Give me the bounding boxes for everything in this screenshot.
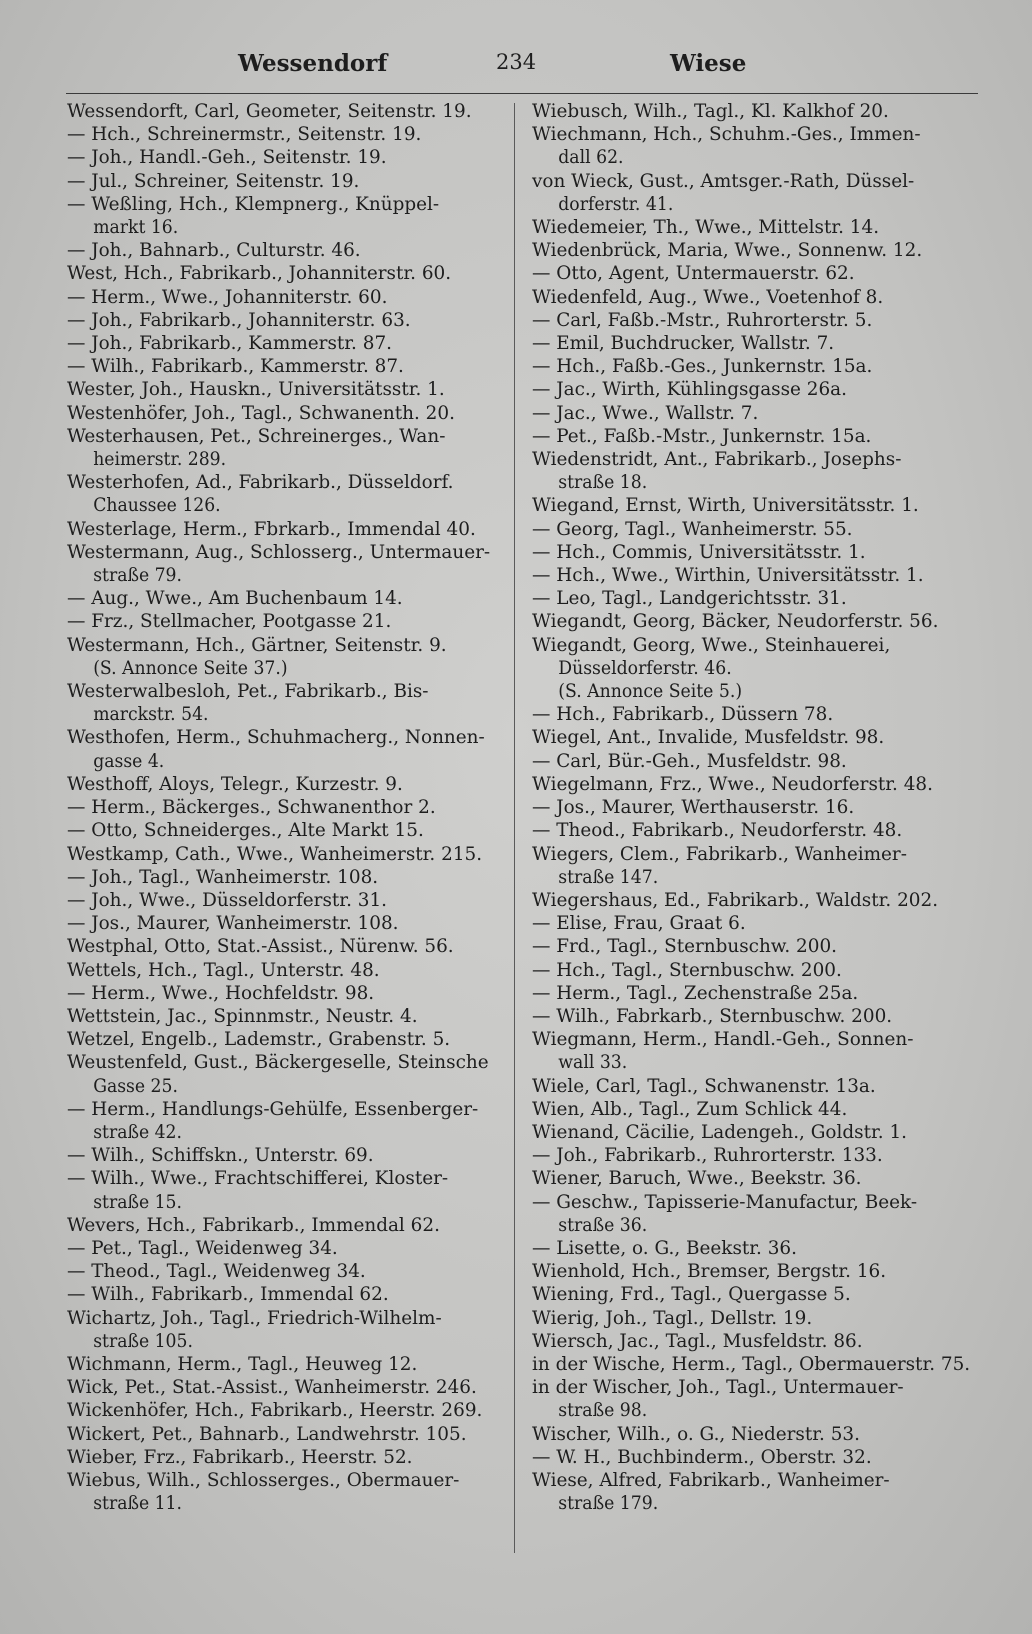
directory-entry [67,1167,504,1213]
entry-line: Westhoff, Aloys, Telegr., Kurzestr. 9. [67,773,403,795]
entry-continuation: markt 16. [93,217,179,239]
entry-line: Wiedenstridt, Ant., Fabrikarb., Josephs- [532,449,902,471]
entry-line: Wessendorft, Carl, Geometer, Seitenstr. 19. [67,101,472,122]
directory-entry [532,1469,982,1515]
entry-line: — Hch., Commis, Universitätsstr. 1. [532,541,866,563]
entry-line: — Georg, Tagl., Wanheimerstr. 55. [532,518,853,540]
directory-entry [532,1144,982,1167]
directory-entry [532,1376,982,1422]
directory-entry [67,843,504,866]
entry-line: — Wilh., Wwe., Frachtschifferei, Kloster- [67,1168,449,1190]
directory-entry [67,959,504,982]
directory-entry [532,1283,982,1306]
directory-entry [532,239,982,262]
entry-line: Wiechmann, Hch., Schuhm.-Ges., Immen- [532,124,921,146]
directory-entry [67,541,504,587]
entry-line: Westkamp, Cath., Wwe., Wanheimerstr. 215. [67,843,483,865]
directory-entry [532,1353,982,1376]
directory-entry [67,425,504,471]
directory-entry [532,1423,982,1446]
entry-line: Wiening, Frd., Tagl., Quergasse 5. [532,1284,851,1306]
entry-line: Wiegmann, Herm., Handl.-Geh., Sonnen- [532,1029,914,1051]
directory-entry [532,750,982,773]
entry-line: — Herm., Wwe., Hochfeldstr. 98. [67,982,375,1004]
entry-continuation: marckstr. 54. [93,704,209,726]
entry-continuation: straße 15. [93,1191,182,1213]
entry-line: — Geschw., Tapisserie-Manufactur, Beek- [532,1191,918,1213]
entry-continuation: straße 18. [558,472,648,494]
directory-entry [532,1167,982,1190]
entry-continuation: straße 36. [558,1214,648,1236]
header-rule [66,93,978,94]
entry-line: Wieber, Frz., Fabrikarb., Heerstr. 52. [67,1446,413,1468]
directory-entry [67,123,504,146]
directory-entry [532,1121,982,1144]
directory-entry [532,216,982,239]
directory-entry [67,193,504,239]
directory-entry [67,309,504,332]
entry-continuation: straße 105. [93,1330,193,1352]
entry-continuation: heimerstr. 289. [93,449,227,471]
entry-line: Wiegel, Ant., Invalide, Musfeldstr. 98. [532,727,885,749]
directory-entry [67,1260,504,1283]
entry-line: Wierig, Joh., Tagl., Dellstr. 19. [532,1307,813,1329]
entry-line: Westermann, Aug., Schlosserg., Untermauer- [67,541,491,563]
header-first-entry: Wessendorf [238,50,388,77]
entry-line: Wiener, Baruch, Wwe., Beekstr. 36. [532,1168,862,1190]
entry-line: — Hch., Faßb.-Ges., Junkernstr. 15a. [532,356,873,378]
directory-entry [532,1028,982,1074]
directory-entry [532,541,982,564]
entry-line: — Otto, Schneiderges., Alte Markt 15. [67,820,424,842]
directory-entry [532,912,982,935]
entry-line: Wiedenfeld, Aug., Wwe., Voetenhof 8. [532,286,884,308]
entry-line: Wevers, Hch., Fabrikarb., Immendal 62. [67,1214,440,1236]
entry-line: Wiegand, Ernst, Wirth, Universitätsstr. 1. [532,495,919,517]
entry-line: — Hch., Wwe., Wirthin, Universitätsstr. 1. [532,565,924,587]
directory-entry [532,332,982,355]
entry-continuation: gasse 4. [93,750,165,772]
directory-entry [67,912,504,935]
entry-line: — Leo, Tagl., Landgerichtsstr. 31. [532,588,847,610]
directory-entry [67,262,504,285]
entry-line: — Jos., Maurer, Wanheimerstr. 108. [67,913,399,935]
entry-line: Wiegershaus, Ed., Fabrikarb., Waldstr. 202. [532,889,939,911]
entry-line: — Pet., Tagl., Weidenweg 34. [67,1237,338,1259]
directory-entry [532,402,982,425]
entry-line: Wettels, Hch., Tagl., Unterstr. 48. [67,959,380,981]
directory-entry [532,1075,982,1098]
directory-entry [532,1191,982,1237]
entry-line: Wester, Joh., Hauskn., Universitätsstr. 1. [67,379,445,401]
directory-entry [67,889,504,912]
directory-entry [532,170,982,216]
entry-line: Wiedemeier, Th., Wwe., Mittelstr. 14. [532,217,880,239]
entry-continuation: Gasse 25. [93,1075,178,1097]
entry-line: Wetzel, Engelb., Lademstr., Grabenstr. 5. [67,1029,451,1051]
directory-entry [67,1051,504,1097]
entry-line: Westphal, Otto, Stat.-Assist., Nürenw. 56. [67,936,454,958]
directory-entry [67,796,504,819]
entry-line: — Joh., Wwe., Düsseldorferstr. 31. [67,889,388,911]
entry-line: — Joh., Fabrikarb., Kammerstr. 87. [67,333,392,355]
entry-line: — Frz., Stellmacher, Pootgasse 21. [67,611,392,633]
entry-line: — Theod., Fabrikarb., Neudorferstr. 48. [532,820,903,842]
directory-entry [532,703,982,726]
directory-entry [67,726,504,772]
entry-line: — Joh., Fabrikarb., Ruhrorterstr. 133. [532,1145,883,1167]
entry-line: Wischer, Wilh., o. G., Niederstr. 53. [532,1423,860,1445]
directory-entry [532,726,982,749]
directory-entry [67,982,504,1005]
entry-line: West, Hch., Fabrikarb., Johanniterstr. 60. [67,263,452,285]
directory-entry [532,262,982,285]
directory-entry [532,1098,982,1121]
directory-entry [532,494,982,517]
directory-entry [532,518,982,541]
directory-entry [67,1307,504,1353]
directory-entry [67,239,504,262]
entry-line: Westhofen, Herm., Schuhmacherg., Nonnen- [67,727,485,749]
directory-entry [532,1307,982,1330]
directory-entry [67,146,504,169]
directory-entry [67,610,504,633]
left-column [67,100,504,1515]
entry-continuation: dall 62. [558,147,624,169]
directory-entry [67,332,504,355]
entry-line: — Wilh., Fabrikarb., Immendal 62. [67,1284,389,1306]
directory-entry [67,935,504,958]
entry-line: — Joh., Fabrikarb., Johanniterstr. 63. [67,309,411,331]
directory-entry [67,1237,504,1260]
directory-entry [67,1399,504,1422]
directory-entry [532,355,982,378]
entry-line: Wichartz, Joh., Tagl., Friedrich-Wilhelm- [67,1307,442,1329]
directory-entry [67,1423,504,1446]
directory-entry [67,286,504,309]
directory-entry [67,170,504,193]
entry-continuation: straße 147. [558,866,659,888]
entry-line: Wiese, Alfred, Fabrikarb., Wanheimer- [532,1469,890,1491]
entry-line: Westerwalbesloh, Pet., Fabrikarb., Bis- [67,681,429,703]
entry-line: — Pet., Faßb.-Mstr., Junkernstr. 15a. [532,425,872,447]
entry-line: Wiegandt, Georg, Wwe., Steinhauerei, [532,634,891,656]
entry-continuation: wall 33. [558,1052,628,1074]
directory-entry [532,286,982,309]
directory-entry [532,1260,982,1283]
entry-line: Westerlage, Herm., Fbrkarb., Immendal 40. [67,518,476,540]
entry-line: Wick, Pet., Stat.-Assist., Wanheimerstr. 246. [67,1377,477,1399]
entry-line: — Weßling, Hch., Klempnerg., Knüppel- [67,193,440,215]
directory-entry [532,773,982,796]
entry-line: — Hch., Tagl., Sternbuschw. 200. [532,959,842,981]
entry-line: — Jul., Schreiner, Seitenstr. 19. [67,170,360,192]
entry-continuation: straße 179. [558,1493,659,1515]
page-header [60,44,980,84]
entry-line: — W. H., Buchbinderm., Oberstr. 32. [532,1446,872,1468]
entry-line: — Emil, Buchdrucker, Wallstr. 7. [532,333,835,355]
directory-entry [67,587,504,610]
entry-line: — Wilh., Fabrkarb., Sternbuschw. 200. [532,1005,893,1027]
entry-line: — Lisette, o. G., Beekstr. 36. [532,1237,797,1259]
directory-entry [532,1446,982,1469]
entry-continuation: straße 11. [93,1493,182,1515]
directory-entry [67,773,504,796]
directory-entry [532,309,982,332]
entry-line: Wien, Alb., Tagl., Zum Schlick 44. [532,1098,848,1120]
entry-line: Wiegandt, Georg, Bäcker, Neudorferstr. 56. [532,611,939,633]
entry-continuation: Düsseldorferstr. 46. [558,657,732,679]
entry-line: Wiebusch, Wilh., Tagl., Kl. Kalkhof 20. [532,101,889,122]
column-divider [514,103,515,1553]
directory-entry [532,889,982,912]
entry-continuation: (S. Annonce Seite 37.) [93,657,288,679]
entry-continuation: (S. Annonce Seite 5.) [558,681,743,703]
directory-entry [67,1098,504,1144]
directory-entry [532,634,982,704]
entry-line: Wichmann, Herm., Tagl., Heuweg 12. [67,1353,418,1375]
directory-entry [532,796,982,819]
directory-entry [67,471,504,517]
entry-line: — Carl, Faßb.-Mstr., Ruhrorterstr. 5. [532,309,873,331]
entry-line: Wiegers, Clem., Fabrikarb., Wanheimer- [532,843,907,865]
directory-entry [67,402,504,425]
directory-entry [67,1005,504,1028]
directory-entry [67,1469,504,1515]
directory-entry [67,1376,504,1399]
entry-line: Westermann, Hch., Gärtner, Seitenstr. 9. [67,634,447,656]
entry-continuation: straße 42. [93,1121,182,1143]
entry-line: Westerhausen, Pet., Schreinerges., Wan- [67,425,446,447]
entry-line: Westerhofen, Ad., Fabrikarb., Düsseldorf. [67,472,454,494]
entry-continuation: straße 79. [93,565,182,587]
entry-line: von Wieck, Gust., Amtsger.-Rath, Düssel- [532,170,915,192]
entry-line: — Hch., Schreinermstr., Seitenstr. 19. [67,124,422,146]
entry-line: in der Wischer, Joh., Tagl., Untermauer- [532,1377,904,1399]
entry-line: Westenhöfer, Joh., Tagl., Schwanenth. 20. [67,402,455,424]
entry-line: — Herm., Bäckerges., Schwanenthor 2. [67,797,436,819]
directory-entry [67,100,504,123]
entry-continuation: straße 98. [558,1400,648,1422]
entry-line: — Hch., Fabrikarb., Düssern 78. [532,704,834,726]
entry-line: — Otto, Agent, Untermauerstr. 62. [532,263,855,285]
entry-line: Wienand, Cäcilie, Ladengeh., Goldstr. 1. [532,1121,907,1143]
directory-entry [532,425,982,448]
directory-entry [532,123,982,169]
entry-line: — Herm., Handlungs-Gehülfe, Essenberger- [67,1098,479,1120]
directory-entry [67,819,504,842]
entry-line: — Theod., Tagl., Weidenweg 34. [67,1261,366,1283]
entry-line: Wickenhöfer, Hch., Fabrikarb., Heerstr. 269. [67,1400,483,1422]
header-last-entry: Wiese [670,50,747,77]
directory-entry [532,959,982,982]
entry-line: — Joh., Tagl., Wanheimerstr. 108. [67,866,379,888]
directory-entry [67,355,504,378]
entry-line: Wienhold, Hch., Bremser, Bergstr. 16. [532,1261,887,1283]
entry-line: Weustenfeld, Gust., Bäckergeselle, Steinsche [67,1052,489,1074]
directory-entry [532,1237,982,1260]
entry-continuation: Chaussee 126. [93,495,221,517]
directory-entry [67,866,504,889]
directory-entry [67,1283,504,1306]
entry-line: — Frd., Tagl., Sternbuschw. 200. [532,936,837,958]
directory-entry [67,1446,504,1469]
entry-line: Wiele, Carl, Tagl., Schwanenstr. 13a. [532,1075,876,1097]
right-column [532,100,982,1515]
directory-entry [67,680,504,726]
entry-line: — Elise, Frau, Graat 6. [532,913,746,935]
directory-entry [532,564,982,587]
entry-line: in der Wische, Herm., Tagl., Obermauerstr. 75. [532,1353,971,1375]
entry-line: Wickert, Pet., Bahnarb., Landwehrstr. 105. [67,1423,467,1445]
entry-line: — Jac., Wirth, Kühlingsgasse 26a. [532,379,847,401]
directory-entry [532,982,982,1005]
directory-entry [532,378,982,401]
directory-entry [67,1214,504,1237]
directory-entry [532,1330,982,1353]
entry-line: — Herm., Wwe., Johanniterstr. 60. [67,286,388,308]
entry-line: — Carl, Bür.-Geh., Musfeldstr. 98. [532,750,847,772]
entry-line: Wettstein, Jac., Spinnmstr., Neustr. 4. [67,1005,418,1027]
directory-entry [67,378,504,401]
directory-entry [532,819,982,842]
directory-entry [532,448,982,494]
entry-line: — Herm., Tagl., Zechenstraße 25a. [532,982,859,1004]
entry-line: Wiebus, Wilh., Schlosserges., Obermauer- [67,1469,460,1491]
entry-line: — Wilh., Schiffskn., Unterstr. 69. [67,1145,374,1167]
directory-entry [67,518,504,541]
entry-line: — Aug., Wwe., Am Buchenbaum 14. [67,588,403,610]
entry-continuation: dorferstr. 41. [558,193,674,215]
directory-entry [532,100,982,123]
entry-line: — Joh., Bahnarb., Culturstr. 46. [67,240,361,262]
page-number: 234 [496,50,537,74]
directory-entry [532,1005,982,1028]
directory-entry [532,935,982,958]
directory-entry [67,634,504,680]
directory-entry [67,1353,504,1376]
entry-line: Wiedenbrück, Maria, Wwe., Sonnenw. 12. [532,240,923,262]
directory-entry [532,587,982,610]
directory-entry [67,1028,504,1051]
entry-line: Wiegelmann, Frz., Wwe., Neudorferstr. 48. [532,773,933,795]
entry-line: — Wilh., Fabrikarb., Kammerstr. 87. [67,356,404,378]
entry-line: — Joh., Handl.-Geh., Seitenstr. 19. [67,147,387,169]
directory-entry [67,1144,504,1167]
entry-line: — Jac., Wwe., Wallstr. 7. [532,402,759,424]
directory-entry [532,610,982,633]
entry-line: — Jos., Maurer, Werthauserstr. 16. [532,797,855,819]
entry-line: Wiersch, Jac., Tagl., Musfeldstr. 86. [532,1330,863,1352]
directory-entry [532,843,982,889]
